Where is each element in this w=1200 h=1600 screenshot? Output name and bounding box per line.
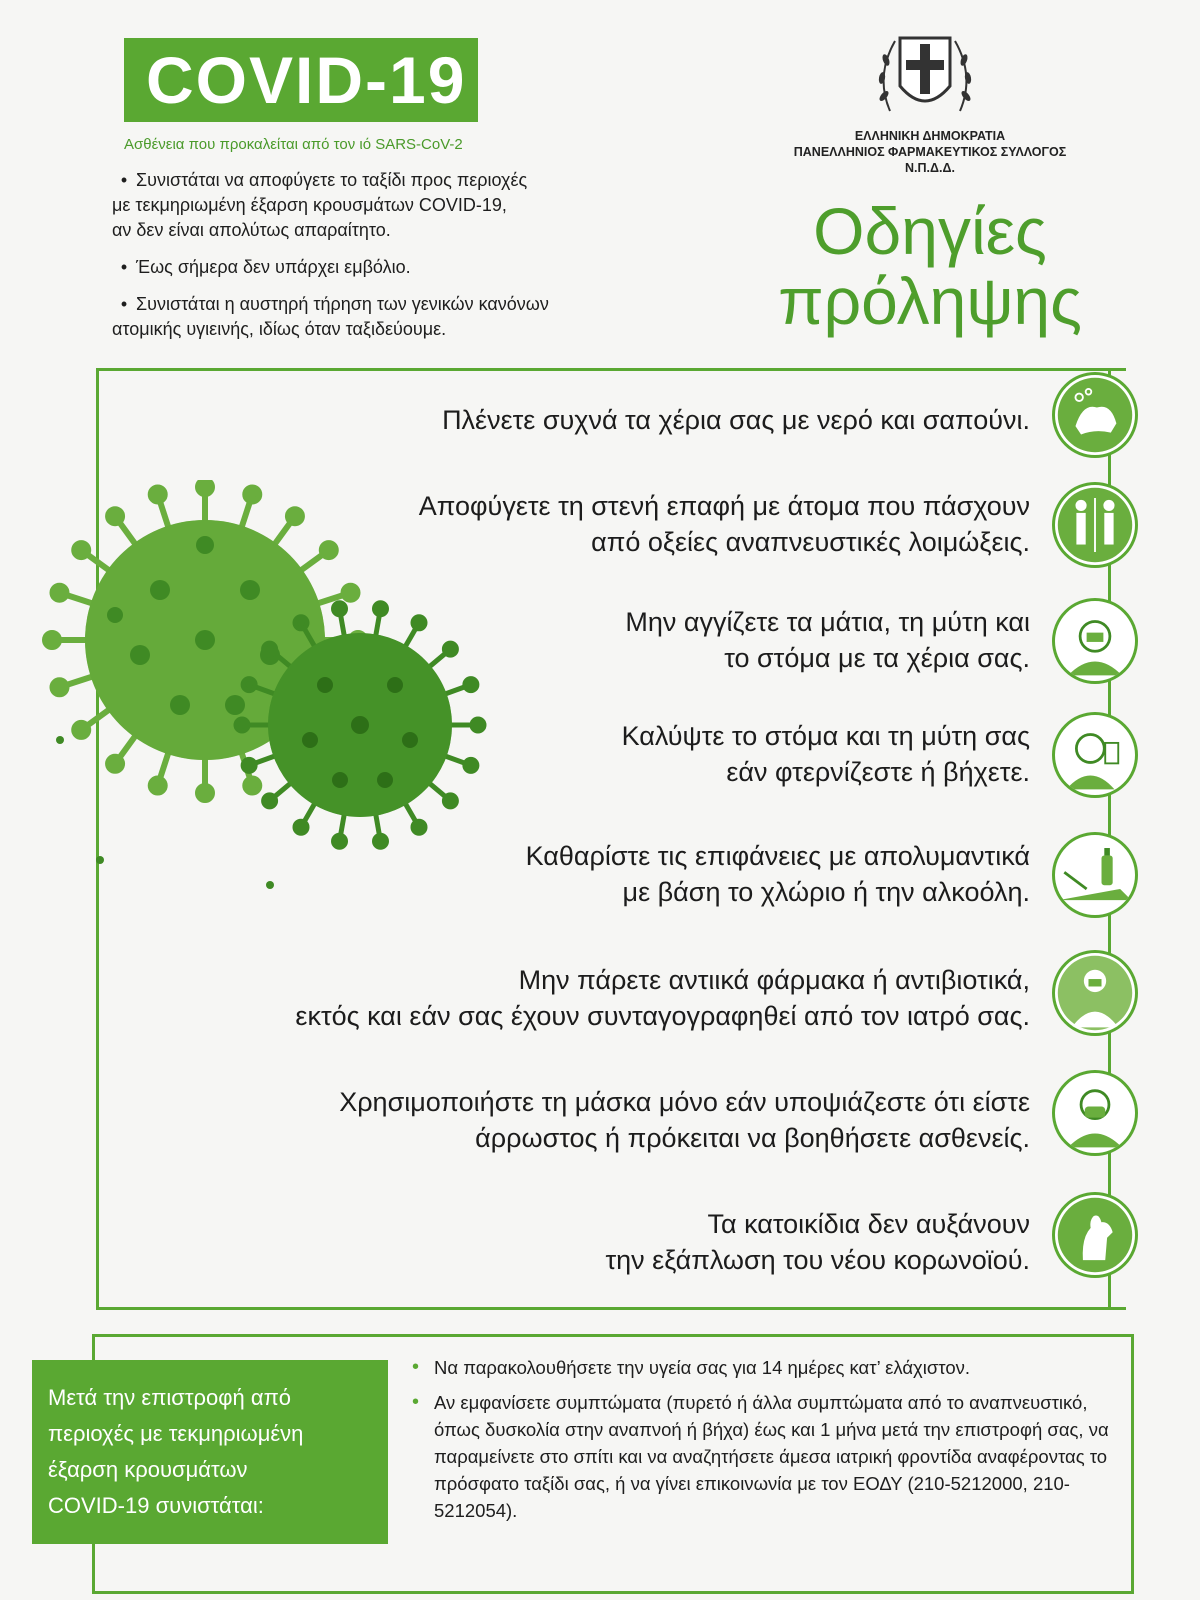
tip-no-antivirals: Μην πάρετε αντιικά φάρμακα ή αντιβιοτικά, εκτός και εάν σας έχουν συνταγογραφηθεί από τον ιατρό σας.: [295, 965, 1030, 1031]
tip-cover-mouth: Καλύψτε το στόμα και τη μύτη σας εάν φτερνίζεστε ή βήχετε.: [621, 721, 1030, 787]
disease-subtitle: Ασθένεια που προκαλείται από τον ιό SARS-CoV-2: [124, 136, 463, 153]
tip-avoid-contact: Αποφύγετε τη στενή επαφή με άτομα που πάσχουν από οξείες αναπνευστικές λοιμώξεις.: [418, 491, 1030, 557]
handwashing-icon: [1052, 372, 1138, 458]
prevention-headline: Οδηγίες πρόληψης: [778, 194, 1082, 338]
distance-icon: [1052, 482, 1138, 568]
pet-icon: [1052, 1192, 1138, 1278]
return-advice-item: • Να παρακολουθήσετε την υγεία σας για 14 ημέρες κατ’ ελάχιστον.: [406, 1354, 1124, 1381]
sneeze-icon: [1052, 712, 1138, 798]
covid-banner: COVID-19: [124, 38, 478, 122]
organization-name: ΕΛΛΗΝΙΚΗ ΔΗΜΟΚΡΑΤΙΑ ΠΑΝΕΛΛΗΝΙΟΣ ΦΑΡΜΑΚΕΥΤΙΚΟΣ ΣΥΛΛΟΓΟΣ Ν.Π.Δ.Δ.: [793, 129, 1067, 175]
greek-emblem-icon: [870, 26, 980, 126]
intro-list: [112, 168, 672, 354]
disinfect-icon: [1052, 832, 1138, 918]
tip-pets: Τα κατοικίδια δεν αυξάνουν την εξάπλωση του νέου κορωνοϊού.: [605, 1209, 1030, 1275]
tip-no-face-touch: Μην αγγίζετε τα μάτια, τη μύτη και το στόμα με τα χέρια σας.: [625, 607, 1030, 673]
intro-item: • Συνιστάται να αποφύγετε το ταξίδι προς περιοχές με τεκμηριωμένη έξαρση κρουσμάτων COVID-19, αν δεν είναι απολύτως απαραίτητο.: [112, 170, 528, 240]
doctor-icon: [1052, 950, 1138, 1036]
return-advice-heading: Μετά την επιστροφή από περιοχές με τεκμηριωμένη έξαρση κρουσμάτων COVID-19 συνιστάται:: [32, 1360, 388, 1544]
tip-disinfect: Καθαρίστε τις επιφάνειες με απολυμαντικά με βάση το χλώριο ή την αλκοόλη.: [525, 841, 1030, 907]
return-advice-item: • Αν εμφανίσετε συμπτώματα (πυρετό ή άλλα συμπτώματα από το αναπνευστικό, όπως δυσκολία στην αναπνοή ή βήχα) έως και 1 μήνα μετά την επιστροφή σας, να παραμείνετε στο σπίτι και να αναζητήσετε άμεσα ιατρική φροντίδα αναφέροντας το πρόσφατο ταξίδι σας, ή να γίνει επικοινωνία με τον ΕΟΔΥ (210-5212000, 210-5212054).: [406, 1389, 1124, 1524]
intro-item: • Έως σήμερα δεν υπάρχει εμβόλιο.: [120, 257, 411, 277]
intro-item: • Συνιστάται η αυστηρή τήρηση των γενικών κανόνων ατομικής υγιεινής, ιδίως όταν ταξιδεύουμε.: [112, 294, 549, 339]
tip-mask: Χρησιμοποιήστε τη μάσκα μόνο εάν υποψιάζεστε ότι είστε άρρωστος ή πρόκειται να βοηθήσετε ασθενείς.: [339, 1087, 1030, 1153]
tip-handwashing: Πλένετε συχνά τα χέρια σας με νερό και σαπούνι.: [442, 405, 1030, 435]
no-face-touch-icon: [1052, 598, 1138, 684]
return-advice-list: [406, 1354, 1124, 1532]
mask-icon: [1052, 1070, 1138, 1156]
